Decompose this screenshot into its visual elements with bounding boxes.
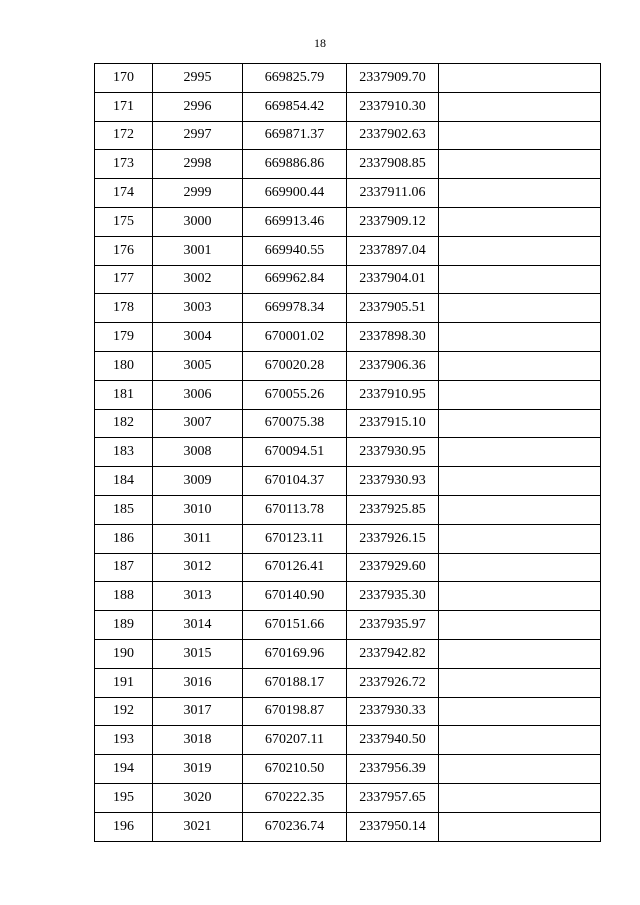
- point-id-cell: 2998: [153, 150, 243, 179]
- y-coordinate-cell: 2337935.30: [347, 582, 439, 611]
- table-row: [95, 121, 601, 150]
- table-row: [95, 323, 601, 352]
- x-coordinate-cell: 670113.78: [243, 495, 347, 524]
- x-coordinate-cell: 669940.55: [243, 236, 347, 265]
- remark-cell: [439, 697, 601, 726]
- row-index-cell: 181: [95, 380, 153, 409]
- table-row: [95, 755, 601, 784]
- x-coordinate-cell: 670075.38: [243, 409, 347, 438]
- x-coordinate-cell: 670020.28: [243, 351, 347, 380]
- table-row: [95, 783, 601, 812]
- coordinate-table: [94, 63, 601, 842]
- x-coordinate-cell: 670210.50: [243, 755, 347, 784]
- point-id-cell: 3019: [153, 755, 243, 784]
- point-id-cell: 3021: [153, 812, 243, 841]
- remark-cell: [439, 582, 601, 611]
- point-id-cell: 3006: [153, 380, 243, 409]
- remark-cell: [439, 755, 601, 784]
- point-id-cell: 3015: [153, 639, 243, 668]
- y-coordinate-cell: 2337902.63: [347, 121, 439, 150]
- y-coordinate-cell: 2337915.10: [347, 409, 439, 438]
- row-index-cell: 194: [95, 755, 153, 784]
- point-id-cell: 3016: [153, 668, 243, 697]
- y-coordinate-cell: 2337950.14: [347, 812, 439, 841]
- x-coordinate-cell: 669886.86: [243, 150, 347, 179]
- remark-cell: [439, 812, 601, 841]
- row-index-cell: 187: [95, 553, 153, 582]
- row-index-cell: 184: [95, 467, 153, 496]
- table-row: [95, 92, 601, 121]
- y-coordinate-cell: 2337911.06: [347, 179, 439, 208]
- y-coordinate-cell: 2337910.30: [347, 92, 439, 121]
- point-id-cell: 3009: [153, 467, 243, 496]
- y-coordinate-cell: 2337909.70: [347, 64, 439, 93]
- row-index-cell: 174: [95, 179, 153, 208]
- x-coordinate-cell: 670104.37: [243, 467, 347, 496]
- row-index-cell: 190: [95, 639, 153, 668]
- table-row: [95, 697, 601, 726]
- row-index-cell: 172: [95, 121, 153, 150]
- point-id-cell: 3020: [153, 783, 243, 812]
- remark-cell: [439, 121, 601, 150]
- table-row: [95, 812, 601, 841]
- table-row: [95, 64, 601, 93]
- remark-cell: [439, 207, 601, 236]
- row-index-cell: 176: [95, 236, 153, 265]
- row-index-cell: 180: [95, 351, 153, 380]
- point-id-cell: 2999: [153, 179, 243, 208]
- row-index-cell: 193: [95, 726, 153, 755]
- row-index-cell: 185: [95, 495, 153, 524]
- table-row: [95, 726, 601, 755]
- table-row: [95, 438, 601, 467]
- remark-cell: [439, 179, 601, 208]
- row-index-cell: 171: [95, 92, 153, 121]
- remark-cell: [439, 524, 601, 553]
- point-id-cell: 3013: [153, 582, 243, 611]
- remark-cell: [439, 726, 601, 755]
- row-index-cell: 173: [95, 150, 153, 179]
- x-coordinate-cell: 669825.79: [243, 64, 347, 93]
- x-coordinate-cell: 670094.51: [243, 438, 347, 467]
- row-index-cell: 183: [95, 438, 153, 467]
- table-row: [95, 582, 601, 611]
- point-id-cell: 3017: [153, 697, 243, 726]
- table-row: [95, 351, 601, 380]
- table-row: [95, 409, 601, 438]
- row-index-cell: 192: [95, 697, 153, 726]
- remark-cell: [439, 611, 601, 640]
- table-row: [95, 611, 601, 640]
- remark-cell: [439, 553, 601, 582]
- y-coordinate-cell: 2337940.50: [347, 726, 439, 755]
- y-coordinate-cell: 2337906.36: [347, 351, 439, 380]
- remark-cell: [439, 265, 601, 294]
- x-coordinate-cell: 670001.02: [243, 323, 347, 352]
- x-coordinate-cell: 669913.46: [243, 207, 347, 236]
- x-coordinate-cell: 670207.11: [243, 726, 347, 755]
- y-coordinate-cell: 2337935.97: [347, 611, 439, 640]
- remark-cell: [439, 294, 601, 323]
- x-coordinate-cell: 669900.44: [243, 179, 347, 208]
- row-index-cell: 182: [95, 409, 153, 438]
- y-coordinate-cell: 2337942.82: [347, 639, 439, 668]
- y-coordinate-cell: 2337956.39: [347, 755, 439, 784]
- table-row: [95, 380, 601, 409]
- x-coordinate-cell: 669854.42: [243, 92, 347, 121]
- table-row: [95, 150, 601, 179]
- x-coordinate-cell: 670126.41: [243, 553, 347, 582]
- row-index-cell: 191: [95, 668, 153, 697]
- x-coordinate-cell: 669978.34: [243, 294, 347, 323]
- table-row: [95, 495, 601, 524]
- point-id-cell: 3011: [153, 524, 243, 553]
- point-id-cell: 3001: [153, 236, 243, 265]
- y-coordinate-cell: 2337904.01: [347, 265, 439, 294]
- y-coordinate-cell: 2337908.85: [347, 150, 439, 179]
- point-id-cell: 3012: [153, 553, 243, 582]
- remark-cell: [439, 495, 601, 524]
- page-number: 18: [314, 36, 326, 50]
- table-row: [95, 236, 601, 265]
- remark-cell: [439, 92, 601, 121]
- point-id-cell: 3002: [153, 265, 243, 294]
- table-row: [95, 668, 601, 697]
- table-row: [95, 553, 601, 582]
- remark-cell: [439, 64, 601, 93]
- remark-cell: [439, 323, 601, 352]
- row-index-cell: 175: [95, 207, 153, 236]
- remark-cell: [439, 438, 601, 467]
- table-row: [95, 467, 601, 496]
- table-row: [95, 207, 601, 236]
- x-coordinate-cell: 670169.96: [243, 639, 347, 668]
- x-coordinate-cell: 670140.90: [243, 582, 347, 611]
- point-id-cell: 3010: [153, 495, 243, 524]
- y-coordinate-cell: 2337898.30: [347, 323, 439, 352]
- point-id-cell: 2997: [153, 121, 243, 150]
- point-id-cell: 3003: [153, 294, 243, 323]
- row-index-cell: 177: [95, 265, 153, 294]
- point-id-cell: 3005: [153, 351, 243, 380]
- x-coordinate-cell: 669871.37: [243, 121, 347, 150]
- x-coordinate-cell: 670055.26: [243, 380, 347, 409]
- y-coordinate-cell: 2337929.60: [347, 553, 439, 582]
- row-index-cell: 188: [95, 582, 153, 611]
- remark-cell: [439, 150, 601, 179]
- point-id-cell: 3018: [153, 726, 243, 755]
- point-id-cell: 3014: [153, 611, 243, 640]
- y-coordinate-cell: 2337909.12: [347, 207, 439, 236]
- x-coordinate-cell: 670123.11: [243, 524, 347, 553]
- y-coordinate-cell: 2337905.51: [347, 294, 439, 323]
- point-id-cell: 3000: [153, 207, 243, 236]
- point-id-cell: 2996: [153, 92, 243, 121]
- remark-cell: [439, 783, 601, 812]
- x-coordinate-cell: 670151.66: [243, 611, 347, 640]
- y-coordinate-cell: 2337925.85: [347, 495, 439, 524]
- remark-cell: [439, 668, 601, 697]
- y-coordinate-cell: 2337897.04: [347, 236, 439, 265]
- y-coordinate-cell: 2337926.72: [347, 668, 439, 697]
- table-row: [95, 639, 601, 668]
- point-id-cell: 3007: [153, 409, 243, 438]
- remark-cell: [439, 467, 601, 496]
- x-coordinate-cell: 669962.84: [243, 265, 347, 294]
- y-coordinate-cell: 2337910.95: [347, 380, 439, 409]
- coordinate-table-body: [95, 64, 601, 842]
- y-coordinate-cell: 2337930.33: [347, 697, 439, 726]
- point-id-cell: 3008: [153, 438, 243, 467]
- row-index-cell: 178: [95, 294, 153, 323]
- remark-cell: [439, 236, 601, 265]
- row-index-cell: 189: [95, 611, 153, 640]
- y-coordinate-cell: 2337957.65: [347, 783, 439, 812]
- row-index-cell: 196: [95, 812, 153, 841]
- remark-cell: [439, 380, 601, 409]
- point-id-cell: 2995: [153, 64, 243, 93]
- row-index-cell: 179: [95, 323, 153, 352]
- y-coordinate-cell: 2337930.95: [347, 438, 439, 467]
- x-coordinate-cell: 670198.87: [243, 697, 347, 726]
- table-row: [95, 179, 601, 208]
- point-id-cell: 3004: [153, 323, 243, 352]
- x-coordinate-cell: 670222.35: [243, 783, 347, 812]
- row-index-cell: 170: [95, 64, 153, 93]
- row-index-cell: 195: [95, 783, 153, 812]
- row-index-cell: 186: [95, 524, 153, 553]
- remark-cell: [439, 409, 601, 438]
- table-row: [95, 265, 601, 294]
- table-row: [95, 294, 601, 323]
- y-coordinate-cell: 2337926.15: [347, 524, 439, 553]
- x-coordinate-cell: 670236.74: [243, 812, 347, 841]
- y-coordinate-cell: 2337930.93: [347, 467, 439, 496]
- remark-cell: [439, 351, 601, 380]
- x-coordinate-cell: 670188.17: [243, 668, 347, 697]
- table-row: [95, 524, 601, 553]
- remark-cell: [439, 639, 601, 668]
